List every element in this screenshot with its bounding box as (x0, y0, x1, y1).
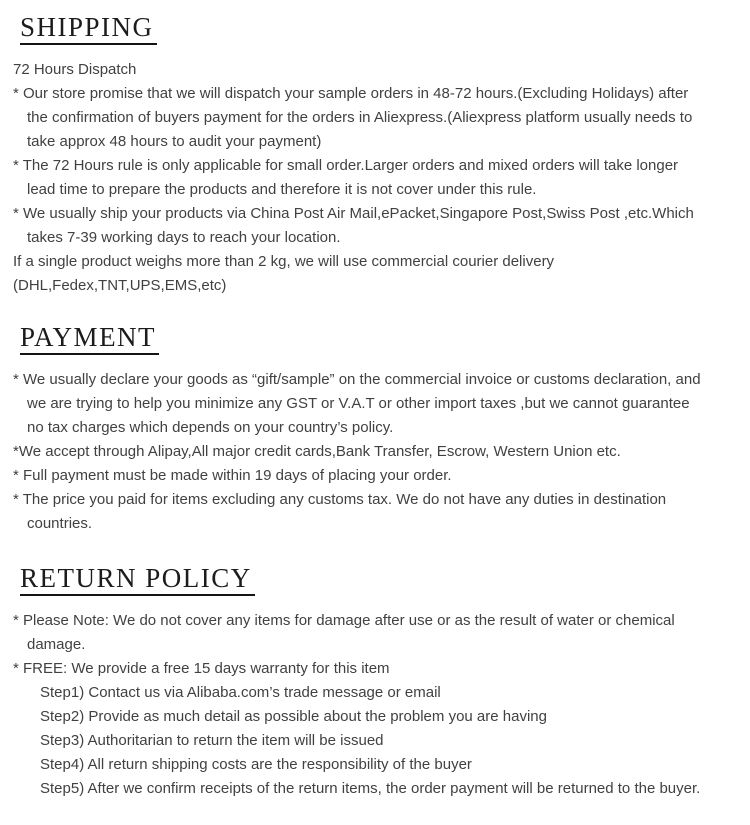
text-line: *We accept through Alipay,All major credit cards,Bank Transfer, Escrow, Western Union etc. (13, 443, 621, 460)
text-line: * Please Note: We do not cover any items for damage after use or as the result of water or chemical (13, 612, 675, 629)
text-line: take approx 48 hours to audit your payment) (27, 133, 322, 150)
text-line: * The price you paid for items excluding any customs tax. We do not have any duties in destination (13, 491, 667, 508)
payment-body (13, 368, 742, 536)
return-policy-heading (20, 563, 742, 596)
text-line: lead time to prepare the products and therefore it is not cover under this rule. (27, 181, 537, 198)
text-line: Step2) Provide as much detail as possible about the problem you are having (40, 708, 547, 725)
text-line: * Our store promise that we will dispatch your sample orders in 48-72 hours.(Excluding Holidays) after (13, 85, 689, 102)
section-shipping (13, 12, 742, 298)
text-line: * Full payment must be made within 19 days of placing your order. (13, 467, 452, 484)
text-line: no tax charges which depends on your country’s policy. (27, 419, 394, 436)
return-policy-heading-text: RETURN POLICY (20, 563, 255, 596)
text-line: If a single product weighs more than 2 kg, we will use commercial courier delivery (13, 253, 555, 270)
return-policy-body (13, 609, 742, 801)
section-return-policy (13, 563, 742, 801)
payment-heading (20, 322, 742, 355)
text-line: (DHL,Fedex,TNT,UPS,EMS,etc) (13, 277, 227, 294)
text-line: * We usually ship your products via China Post Air Mail,ePacket,Singapore Post,Swiss Post ,etc.Which (13, 205, 694, 222)
text-line: * The 72 Hours rule is only applicable for small order.Larger orders and mixed orders will take longer (13, 157, 679, 174)
text-line: takes 7-39 working days to reach your location. (27, 229, 341, 246)
text-line: Step5) After we confirm receipts of the return items, the order payment will be returned to the buyer. (40, 780, 701, 797)
text-line: * FREE: We provide a free 15 days warranty for this item (13, 660, 390, 677)
text-line: we are trying to help you minimize any GST or V.A.T or other import taxes ,but we cannot guarantee (27, 395, 690, 412)
payment-heading-text: PAYMENT (20, 322, 159, 355)
shipping-heading (20, 12, 742, 45)
section-payment (13, 322, 742, 536)
text-line: the confirmation of buyers payment for the orders in Aliexpress.(Aliexpress platform usually needs to (27, 109, 693, 126)
text-line: Step3) Authoritarian to return the item will be issued (40, 732, 384, 749)
shipping-heading-text: SHIPPING (20, 12, 157, 45)
text-line: Step4) All return shipping costs are the responsibility of the buyer (40, 756, 472, 773)
shipping-body (13, 58, 742, 298)
text-line: 72 Hours Dispatch (13, 61, 137, 78)
text-line: damage. (27, 636, 86, 653)
text-line: countries. (27, 515, 93, 532)
text-line: Step1) Contact us via Alibaba.com’s trade message or email (40, 684, 441, 701)
text-line: * We usually declare your goods as “gift/sample” on the commercial invoice or customs declaration, and (13, 371, 701, 388)
